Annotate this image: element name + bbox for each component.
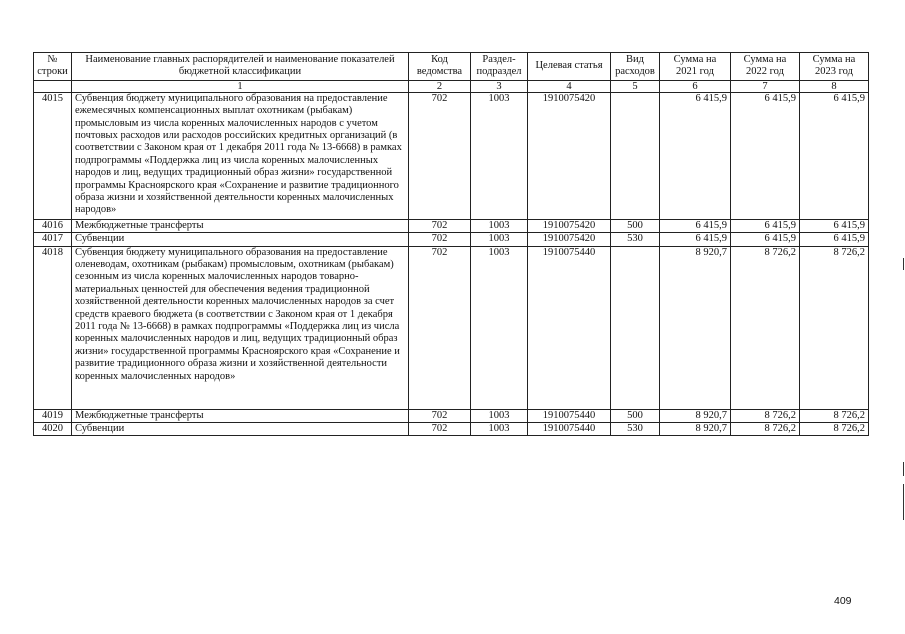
- row-sum-2021: 8 920,7: [660, 409, 731, 422]
- scan-edge-mark: [903, 258, 904, 270]
- page-number: 409: [834, 595, 852, 607]
- column-number: 2: [409, 80, 471, 92]
- row-statya: 1910075440: [528, 423, 611, 436]
- row-vedomstvo: 702: [409, 423, 471, 436]
- row-sum-2022: 8 726,2: [731, 409, 800, 422]
- row-vid: [611, 246, 660, 409]
- row-vid: [611, 92, 660, 219]
- row-sum-2022: 8 726,2: [731, 246, 800, 409]
- scan-edge-mark: [903, 484, 904, 520]
- row-razdel: 1003: [471, 219, 528, 232]
- header-razdel: Раздел-подраздел: [471, 53, 528, 81]
- header-sum-2023: Сумма на 2023 год: [800, 53, 869, 81]
- column-number: 1: [72, 80, 409, 92]
- column-number: 5: [611, 80, 660, 92]
- column-number: [34, 80, 72, 92]
- row-name: Межбюджетные трансферты: [72, 219, 409, 232]
- column-number: 3: [471, 80, 528, 92]
- row-vedomstvo: 702: [409, 233, 471, 246]
- row-sum-2023: 8 726,2: [800, 246, 869, 409]
- row-name: Субвенция бюджету муниципального образования на предоставление оленеводам, охотникам (рыбакам) промысловым, охотникам (рыбакам) сезонным из числа коренных малочисленных народов товарно-материальных ценностей для обеспечения ведения традиционной хозяйственной деятельности коренных малочисленных народов за счет средств краевого бюджета (в соответствии с Законом края от 1 декабря 2011 года № 13-6668) в рамках подпрограммы «Поддержка лиц из числа коренных малочисленных народов и лиц, ведущих традиционный образ жизни» государственной программы Красноярского края «Сохранение и развитие традиционного образа жизни и хозяйственной деятельности коренных малочисленных народов»: [72, 246, 409, 409]
- column-number: 7: [731, 80, 800, 92]
- row-number: 4017: [34, 233, 72, 246]
- row-number: 4016: [34, 219, 72, 232]
- row-number: 4020: [34, 423, 72, 436]
- table-row: [34, 92, 869, 219]
- header-statya: Целевая статья: [528, 53, 611, 81]
- row-vedomstvo: 702: [409, 409, 471, 422]
- row-sum-2023: 6 415,9: [800, 233, 869, 246]
- header-row-num: № строки: [34, 53, 72, 81]
- row-vedomstvo: 702: [409, 92, 471, 219]
- header-vid: Вид расходов: [611, 53, 660, 81]
- row-vid: 500: [611, 219, 660, 232]
- row-vid: 530: [611, 423, 660, 436]
- row-sum-2021: 6 415,9: [660, 92, 731, 219]
- row-statya: 1910075440: [528, 246, 611, 409]
- row-statya: 1910075440: [528, 409, 611, 422]
- row-vid: 530: [611, 233, 660, 246]
- budget-table: [33, 52, 869, 436]
- column-number-row: [34, 80, 869, 92]
- table-row: [34, 233, 869, 246]
- row-vid: 500: [611, 409, 660, 422]
- row-sum-2023: 8 726,2: [800, 423, 869, 436]
- row-sum-2021: 6 415,9: [660, 233, 731, 246]
- header-sum-2022: Сумма на 2022 год: [731, 53, 800, 81]
- row-razdel: 1003: [471, 246, 528, 409]
- table-row: [34, 409, 869, 422]
- row-razdel: 1003: [471, 92, 528, 219]
- row-sum-2023: 6 415,9: [800, 219, 869, 232]
- row-razdel: 1003: [471, 423, 528, 436]
- row-sum-2021: 8 920,7: [660, 246, 731, 409]
- row-number: 4019: [34, 409, 72, 422]
- row-razdel: 1003: [471, 233, 528, 246]
- row-sum-2022: 6 415,9: [731, 92, 800, 219]
- row-sum-2021: 6 415,9: [660, 219, 731, 232]
- header-vedomstvo: Код ведомства: [409, 53, 471, 81]
- table-row: [34, 219, 869, 232]
- column-number: 8: [800, 80, 869, 92]
- header-name: Наименование главных распорядителей и наименование показателей бюджетной классификации: [72, 53, 409, 81]
- column-number: 6: [660, 80, 731, 92]
- row-number: 4018: [34, 246, 72, 409]
- row-sum-2022: 6 415,9: [731, 219, 800, 232]
- row-name: Субвенции: [72, 233, 409, 246]
- table-row: [34, 246, 869, 409]
- row-vedomstvo: 702: [409, 219, 471, 232]
- row-statya: 1910075420: [528, 92, 611, 219]
- row-sum-2022: 6 415,9: [731, 233, 800, 246]
- row-number: 4015: [34, 92, 72, 219]
- header-sum-2021: Сумма на 2021 год: [660, 53, 731, 81]
- row-sum-2022: 8 726,2: [731, 423, 800, 436]
- row-name: Субвенция бюджету муниципального образования на предоставление ежемесячных компенсационных выплат охотникам (рыбакам) промысловым из числа коренных малочисленных народов с учетом почтовых расходов или расходов российских кредитных организаций (в соответствии с Законом края от 1 декабря 2011 года № 13-6668) в рамках подпрограммы «Поддержка лиц из числа коренных малочисленных народов и лиц, ведущих традиционный образ жизни» государственной программы Красноярского края «Сохранение и развитие традиционного образа жизни и хозяйственной деятельности коренных малочисленных народов»: [72, 92, 409, 219]
- row-statya: 1910075420: [528, 219, 611, 232]
- row-razdel: 1003: [471, 409, 528, 422]
- column-number: 4: [528, 80, 611, 92]
- row-vedomstvo: 702: [409, 246, 471, 409]
- row-sum-2023: 6 415,9: [800, 92, 869, 219]
- header-row: [34, 53, 869, 81]
- row-name: Субвенции: [72, 423, 409, 436]
- row-sum-2021: 8 920,7: [660, 423, 731, 436]
- row-statya: 1910075420: [528, 233, 611, 246]
- row-name: Межбюджетные трансферты: [72, 409, 409, 422]
- row-sum-2023: 8 726,2: [800, 409, 869, 422]
- scan-edge-mark: [903, 462, 904, 476]
- table-row: [34, 423, 869, 436]
